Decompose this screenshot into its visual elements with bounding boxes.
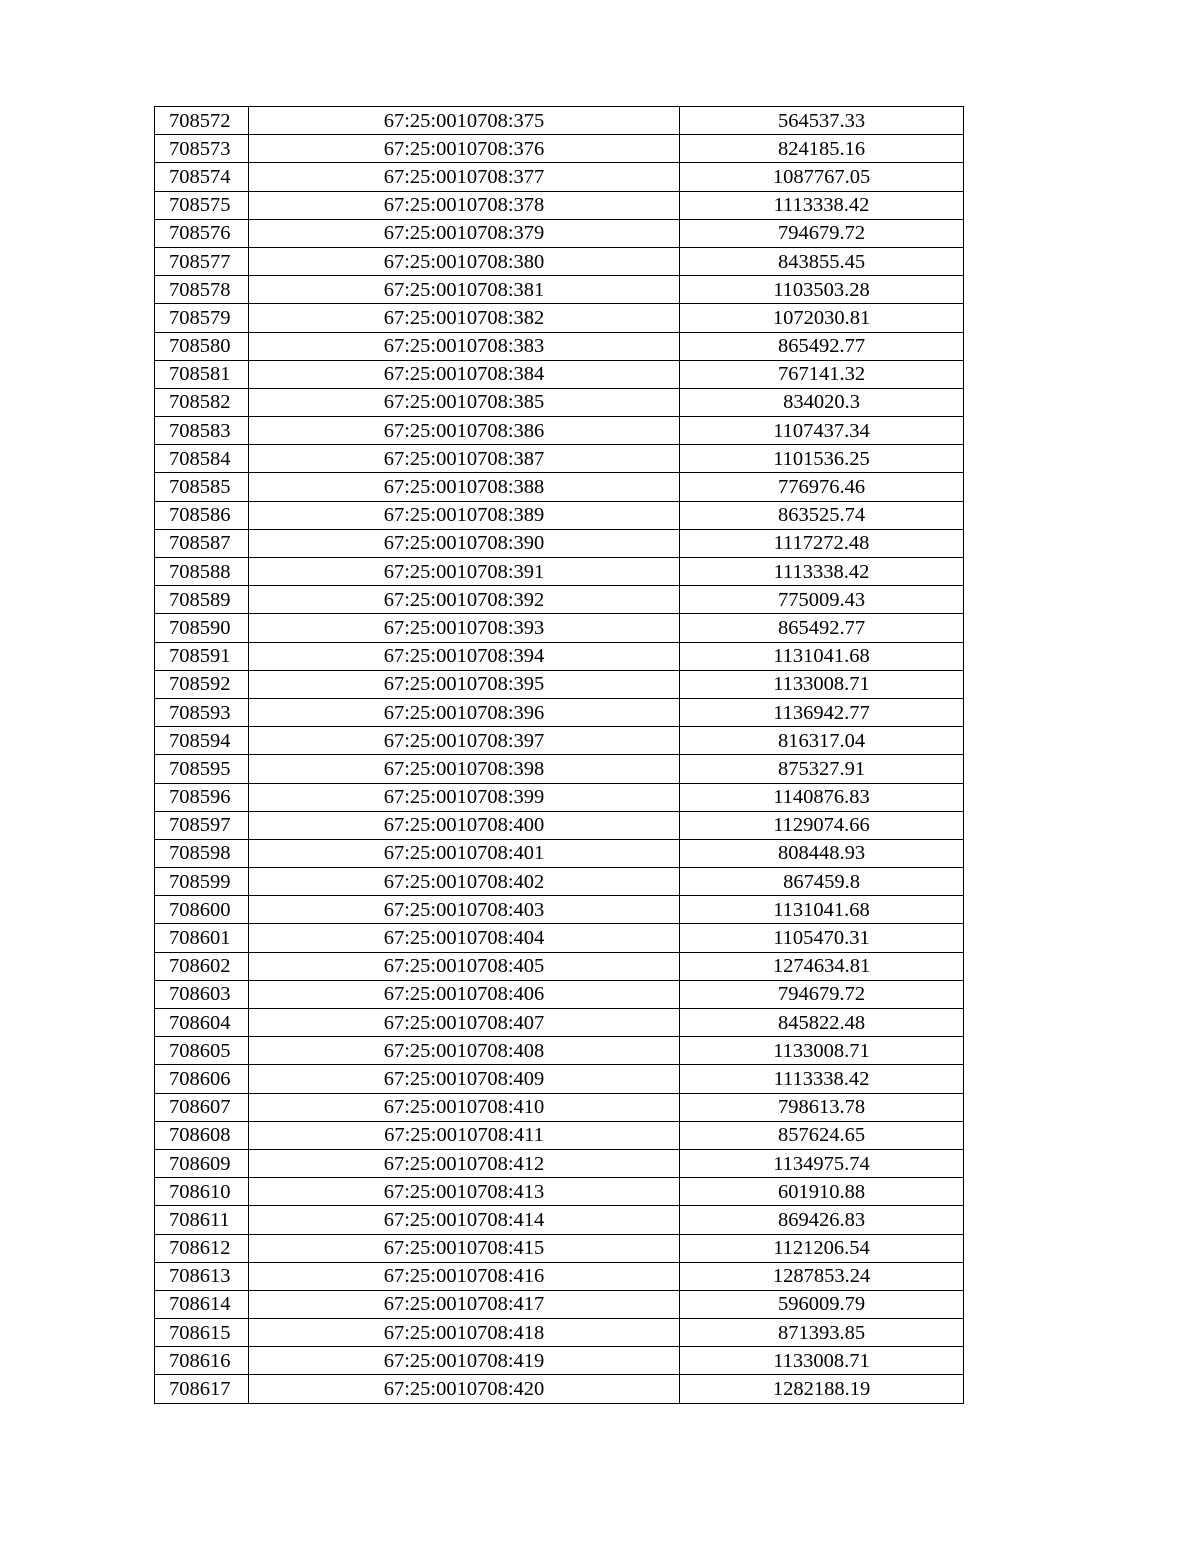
cadastral-number-cell: 67:25:0010708:419 xyxy=(249,1347,680,1375)
value-cell: 1087767.05 xyxy=(680,163,964,191)
cadastral-number-cell: 67:25:0010708:406 xyxy=(249,980,680,1008)
table-row xyxy=(155,219,964,247)
value-cell: 1103503.28 xyxy=(680,276,964,304)
cadastral-number-cell: 67:25:0010708:401 xyxy=(249,839,680,867)
value-cell: 1131041.68 xyxy=(680,642,964,670)
table-row xyxy=(155,614,964,642)
row-number-cell: 708584 xyxy=(155,445,249,473)
value-cell: 1274634.81 xyxy=(680,952,964,980)
row-number-cell: 708597 xyxy=(155,811,249,839)
cadastral-number-cell: 67:25:0010708:412 xyxy=(249,1149,680,1177)
row-number-cell: 708617 xyxy=(155,1375,249,1403)
cadastral-number-cell: 67:25:0010708:409 xyxy=(249,1065,680,1093)
cadastral-number-cell: 67:25:0010708:391 xyxy=(249,558,680,586)
cadastral-number-cell: 67:25:0010708:408 xyxy=(249,1037,680,1065)
table-row xyxy=(155,670,964,698)
row-number-cell: 708604 xyxy=(155,1009,249,1037)
table-row xyxy=(155,417,964,445)
cadastral-number-cell: 67:25:0010708:376 xyxy=(249,135,680,163)
table-row xyxy=(155,1009,964,1037)
table-row xyxy=(155,388,964,416)
row-number-cell: 708579 xyxy=(155,304,249,332)
value-cell: 865492.77 xyxy=(680,332,964,360)
value-cell: 845822.48 xyxy=(680,1009,964,1037)
cadastral-number-cell: 67:25:0010708:403 xyxy=(249,896,680,924)
cadastral-number-cell: 67:25:0010708:382 xyxy=(249,304,680,332)
value-cell: 1282188.19 xyxy=(680,1375,964,1403)
table-row xyxy=(155,924,964,952)
cadastral-number-cell: 67:25:0010708:404 xyxy=(249,924,680,952)
value-cell: 1140876.83 xyxy=(680,783,964,811)
value-cell: 1072030.81 xyxy=(680,304,964,332)
cadastral-number-cell: 67:25:0010708:378 xyxy=(249,191,680,219)
value-cell: 1287853.24 xyxy=(680,1262,964,1290)
table-row xyxy=(155,1093,964,1121)
row-number-cell: 708601 xyxy=(155,924,249,952)
table-row xyxy=(155,1121,964,1149)
row-number-cell: 708580 xyxy=(155,332,249,360)
row-number-cell: 708573 xyxy=(155,135,249,163)
value-cell: 1107437.34 xyxy=(680,417,964,445)
cadastral-number-cell: 67:25:0010708:400 xyxy=(249,811,680,839)
cadastral-number-cell: 67:25:0010708:397 xyxy=(249,727,680,755)
table-row xyxy=(155,952,964,980)
cadastral-number-cell: 67:25:0010708:405 xyxy=(249,952,680,980)
value-cell: 776976.46 xyxy=(680,473,964,501)
row-number-cell: 708611 xyxy=(155,1206,249,1234)
cadastral-number-cell: 67:25:0010708:414 xyxy=(249,1206,680,1234)
row-number-cell: 708600 xyxy=(155,896,249,924)
cadastral-number-cell: 67:25:0010708:399 xyxy=(249,783,680,811)
row-number-cell: 708606 xyxy=(155,1065,249,1093)
table-row xyxy=(155,783,964,811)
row-number-cell: 708587 xyxy=(155,529,249,557)
value-cell: 1101536.25 xyxy=(680,445,964,473)
cadastral-number-cell: 67:25:0010708:386 xyxy=(249,417,680,445)
table-row xyxy=(155,1319,964,1347)
cadastral-number-cell: 67:25:0010708:416 xyxy=(249,1262,680,1290)
table-row xyxy=(155,1206,964,1234)
row-number-cell: 708577 xyxy=(155,247,249,275)
table-row xyxy=(155,558,964,586)
table-row xyxy=(155,360,964,388)
row-number-cell: 708585 xyxy=(155,473,249,501)
table-body xyxy=(155,107,964,1404)
cadastral-number-cell: 67:25:0010708:379 xyxy=(249,219,680,247)
row-number-cell: 708581 xyxy=(155,360,249,388)
table-row xyxy=(155,332,964,360)
cadastral-number-cell: 67:25:0010708:385 xyxy=(249,388,680,416)
table-row xyxy=(155,1178,964,1206)
row-number-cell: 708572 xyxy=(155,107,249,135)
value-cell: 1105470.31 xyxy=(680,924,964,952)
table-row xyxy=(155,276,964,304)
row-number-cell: 708610 xyxy=(155,1178,249,1206)
table-row xyxy=(155,586,964,614)
cadastral-number-cell: 67:25:0010708:417 xyxy=(249,1290,680,1318)
cadastral-number-cell: 67:25:0010708:394 xyxy=(249,642,680,670)
cadastral-number-cell: 67:25:0010708:383 xyxy=(249,332,680,360)
table-row xyxy=(155,501,964,529)
cadastral-number-cell: 67:25:0010708:377 xyxy=(249,163,680,191)
row-number-cell: 708607 xyxy=(155,1093,249,1121)
value-cell: 1129074.66 xyxy=(680,811,964,839)
row-number-cell: 708605 xyxy=(155,1037,249,1065)
table-row xyxy=(155,163,964,191)
cadastral-number-cell: 67:25:0010708:384 xyxy=(249,360,680,388)
row-number-cell: 708598 xyxy=(155,839,249,867)
value-cell: 767141.32 xyxy=(680,360,964,388)
cadastral-number-cell: 67:25:0010708:396 xyxy=(249,698,680,726)
row-number-cell: 708594 xyxy=(155,727,249,755)
cadastral-number-cell: 67:25:0010708:407 xyxy=(249,1009,680,1037)
table-row xyxy=(155,1149,964,1177)
table-row xyxy=(155,191,964,219)
table-row xyxy=(155,445,964,473)
row-number-cell: 708608 xyxy=(155,1121,249,1149)
row-number-cell: 708578 xyxy=(155,276,249,304)
table-row xyxy=(155,727,964,755)
table-row xyxy=(155,107,964,135)
row-number-cell: 708595 xyxy=(155,755,249,783)
cadastral-number-cell: 67:25:0010708:415 xyxy=(249,1234,680,1262)
row-number-cell: 708616 xyxy=(155,1347,249,1375)
row-number-cell: 708603 xyxy=(155,980,249,1008)
row-number-cell: 708586 xyxy=(155,501,249,529)
row-number-cell: 708590 xyxy=(155,614,249,642)
cadastral-number-cell: 67:25:0010708:389 xyxy=(249,501,680,529)
table-row xyxy=(155,135,964,163)
table-row xyxy=(155,698,964,726)
row-number-cell: 708612 xyxy=(155,1234,249,1262)
table-row xyxy=(155,755,964,783)
table-row xyxy=(155,1347,964,1375)
value-cell: 601910.88 xyxy=(680,1178,964,1206)
row-number-cell: 708592 xyxy=(155,670,249,698)
row-number-cell: 708613 xyxy=(155,1262,249,1290)
cadastral-number-cell: 67:25:0010708:398 xyxy=(249,755,680,783)
value-cell: 816317.04 xyxy=(680,727,964,755)
cadastral-number-cell: 67:25:0010708:411 xyxy=(249,1121,680,1149)
table-row xyxy=(155,839,964,867)
table-row xyxy=(155,980,964,1008)
value-cell: 867459.8 xyxy=(680,868,964,896)
cadastral-number-cell: 67:25:0010708:392 xyxy=(249,586,680,614)
value-cell: 1113338.42 xyxy=(680,1065,964,1093)
row-number-cell: 708575 xyxy=(155,191,249,219)
table-row xyxy=(155,304,964,332)
table-row xyxy=(155,247,964,275)
row-number-cell: 708602 xyxy=(155,952,249,980)
value-cell: 1133008.71 xyxy=(680,1347,964,1375)
table-row xyxy=(155,896,964,924)
value-cell: 808448.93 xyxy=(680,839,964,867)
table-row xyxy=(155,1290,964,1318)
value-cell: 857624.65 xyxy=(680,1121,964,1149)
data-table xyxy=(154,106,964,1404)
cadastral-number-cell: 67:25:0010708:388 xyxy=(249,473,680,501)
table-row xyxy=(155,1262,964,1290)
row-number-cell: 708614 xyxy=(155,1290,249,1318)
value-cell: 1121206.54 xyxy=(680,1234,964,1262)
cadastral-number-cell: 67:25:0010708:402 xyxy=(249,868,680,896)
row-number-cell: 708591 xyxy=(155,642,249,670)
row-number-cell: 708576 xyxy=(155,219,249,247)
value-cell: 564537.33 xyxy=(680,107,964,135)
row-number-cell: 708596 xyxy=(155,783,249,811)
cadastral-number-cell: 67:25:0010708:390 xyxy=(249,529,680,557)
value-cell: 798613.78 xyxy=(680,1093,964,1121)
value-cell: 1131041.68 xyxy=(680,896,964,924)
cadastral-number-cell: 67:25:0010708:381 xyxy=(249,276,680,304)
row-number-cell: 708615 xyxy=(155,1319,249,1347)
table-row xyxy=(155,1375,964,1403)
table-row xyxy=(155,1065,964,1093)
cadastral-number-cell: 67:25:0010708:410 xyxy=(249,1093,680,1121)
value-cell: 1133008.71 xyxy=(680,1037,964,1065)
value-cell: 843855.45 xyxy=(680,247,964,275)
value-cell: 1113338.42 xyxy=(680,558,964,586)
value-cell: 1117272.48 xyxy=(680,529,964,557)
table-row xyxy=(155,473,964,501)
value-cell: 1133008.71 xyxy=(680,670,964,698)
value-cell: 824185.16 xyxy=(680,135,964,163)
cadastral-number-cell: 67:25:0010708:375 xyxy=(249,107,680,135)
table-row xyxy=(155,642,964,670)
value-cell: 871393.85 xyxy=(680,1319,964,1347)
cadastral-number-cell: 67:25:0010708:380 xyxy=(249,247,680,275)
row-number-cell: 708588 xyxy=(155,558,249,586)
table-row xyxy=(155,811,964,839)
value-cell: 1113338.42 xyxy=(680,191,964,219)
value-cell: 1136942.77 xyxy=(680,698,964,726)
value-cell: 596009.79 xyxy=(680,1290,964,1318)
value-cell: 875327.91 xyxy=(680,755,964,783)
table-row xyxy=(155,1234,964,1262)
table-row xyxy=(155,868,964,896)
cadastral-number-cell: 67:25:0010708:395 xyxy=(249,670,680,698)
cadastral-number-cell: 67:25:0010708:387 xyxy=(249,445,680,473)
value-cell: 865492.77 xyxy=(680,614,964,642)
row-number-cell: 708582 xyxy=(155,388,249,416)
row-number-cell: 708574 xyxy=(155,163,249,191)
value-cell: 794679.72 xyxy=(680,219,964,247)
cadastral-number-cell: 67:25:0010708:418 xyxy=(249,1319,680,1347)
value-cell: 869426.83 xyxy=(680,1206,964,1234)
row-number-cell: 708599 xyxy=(155,868,249,896)
cadastral-number-cell: 67:25:0010708:413 xyxy=(249,1178,680,1206)
value-cell: 863525.74 xyxy=(680,501,964,529)
table-row xyxy=(155,529,964,557)
row-number-cell: 708593 xyxy=(155,698,249,726)
row-number-cell: 708609 xyxy=(155,1149,249,1177)
cadastral-number-cell: 67:25:0010708:393 xyxy=(249,614,680,642)
cadastral-number-cell: 67:25:0010708:420 xyxy=(249,1375,680,1403)
table-row xyxy=(155,1037,964,1065)
row-number-cell: 708589 xyxy=(155,586,249,614)
value-cell: 775009.43 xyxy=(680,586,964,614)
row-number-cell: 708583 xyxy=(155,417,249,445)
value-cell: 794679.72 xyxy=(680,980,964,1008)
value-cell: 1134975.74 xyxy=(680,1149,964,1177)
value-cell: 834020.3 xyxy=(680,388,964,416)
